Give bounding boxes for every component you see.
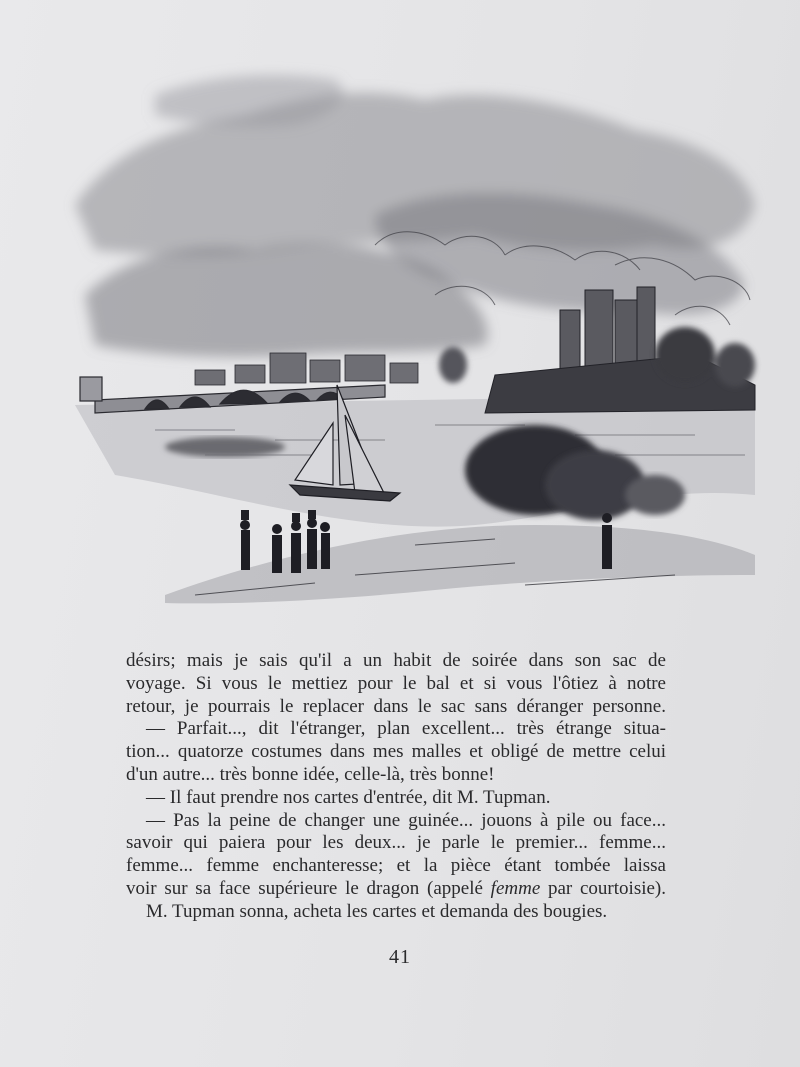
river-landscape-illustration: [55, 55, 775, 615]
text-line: d'un autre... très bonne idée, celle-là, très bonne!: [126, 763, 495, 785]
text-segment: voir sur sa face supérieure le dragon (appelé: [126, 877, 491, 899]
text-line: désirs; mais je sais qu'il a un habit de soirée dans son sac de: [126, 650, 666, 671]
text-line: tion... quatorze costumes dans mes malles et obligé de mettre celui: [126, 741, 666, 763]
text-line: voyage. Si vous le mettiez pour le bal et si vous l'ôtiez à notre: [126, 672, 666, 694]
text-line: — Parfait..., dit l'étranger, plan excellent... très étrange situa-: [146, 718, 666, 740]
page-number: 41: [389, 946, 411, 968]
text-line: M. Tupman sonna, acheta les cartes et demanda des bougies.: [146, 900, 608, 922]
text-line: savoir qui paiera pour les deux... je parle le premier... femme...: [126, 832, 666, 854]
text-line-with-emphasis: [126, 878, 666, 901]
text-line: retour, je pourrais le replacer dans le sac sans déranger personne.: [126, 695, 666, 717]
text-line: femme... femme enchanteresse; et la pièce étant tombée laissa: [126, 855, 666, 877]
text-line: — Il faut prendre nos cartes d'entrée, dit M. Tupman.: [146, 786, 551, 808]
prose-text: [126, 650, 666, 924]
town-buildings: [195, 353, 418, 385]
text-line: — Pas la peine de changer une guinée... jouons à pile ou face...: [146, 809, 666, 831]
foreground-bank: [165, 525, 755, 603]
text-segment: par courtoisie).: [540, 877, 666, 899]
emphasized-word: femme: [490, 877, 541, 899]
